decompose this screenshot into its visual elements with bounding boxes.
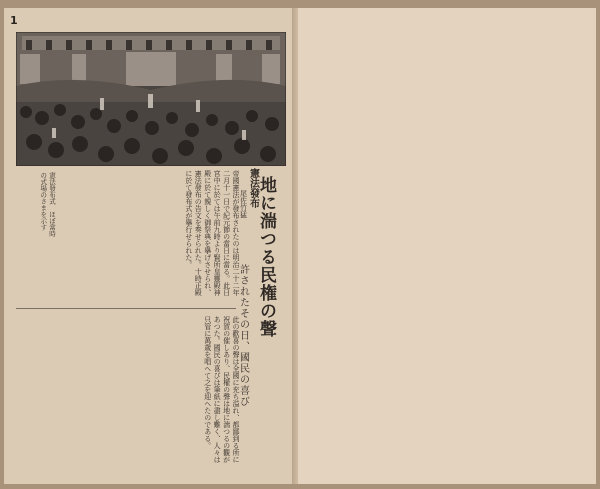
right-page <box>298 8 596 484</box>
article-headline: 地に湍つる民権の聲 <box>255 176 276 338</box>
body-text-upper: 帝國憲法が發布されたのは明治二十二年二月十一日で紀元節の當日に當る。此日宮中に於ては午前九時より賢所皇靈殿神殿に於て親しく御祭典を擧げさせられ、憲法發布の告文を奏せられた。十時正殿に於て發布式が擧行せられた。 <box>184 170 240 296</box>
ceremony-photo <box>16 32 286 166</box>
body-text-lower: 此の歡喜の聲は全國に充ち溢れ、都鄙到る所に祝賀の催しあり、民權の聲は地に湍つるの觀があつた。國民の喜びは筆紙に盡し難く、人々は只管に萬歳を唱へて之を迎へたのである。 <box>203 316 240 463</box>
article-subhead: 許されたその日、國民の喜び <box>237 264 249 407</box>
page-number: 1 <box>10 14 18 27</box>
column-divider <box>16 308 236 309</box>
photo-caption: 憲法發布式 ほぼ當時の式場のさまを示す <box>39 172 56 237</box>
section-title: 憲法發布 <box>247 168 259 208</box>
author-name: 尾佐竹猛 <box>239 190 248 218</box>
